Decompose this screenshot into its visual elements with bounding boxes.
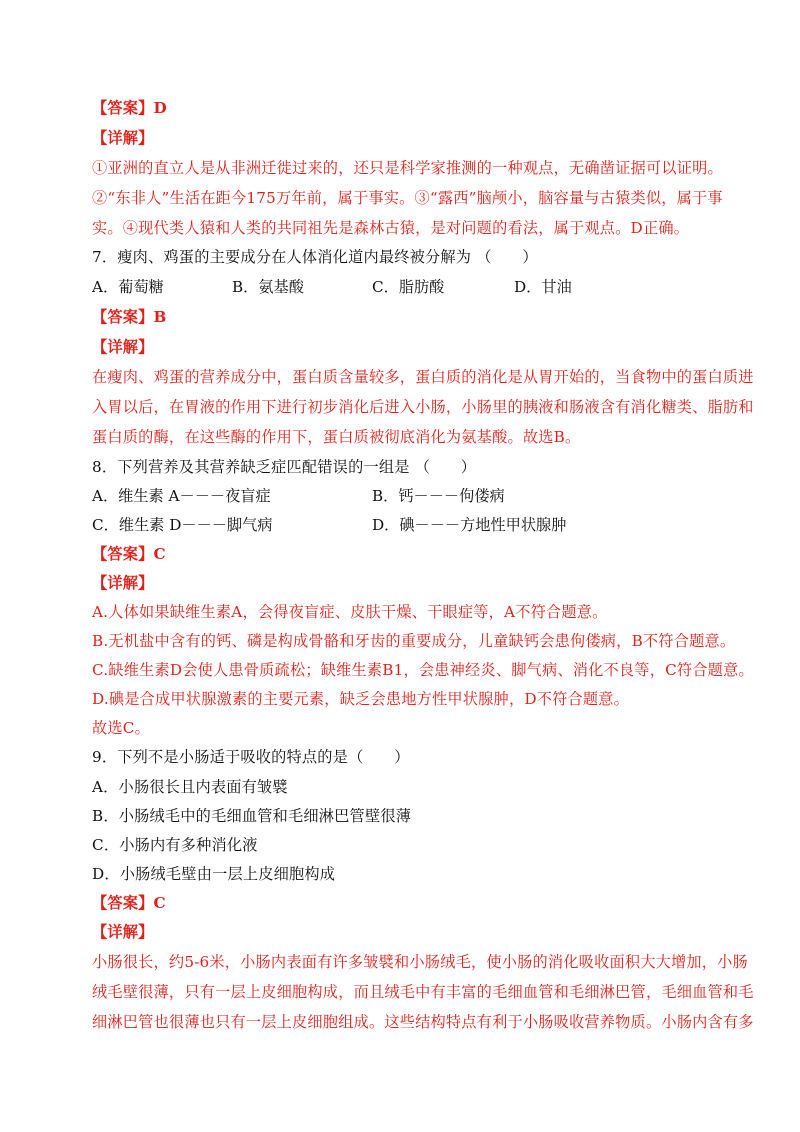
q8-option-b: B．钙－－－佝偻病 — [372, 487, 505, 505]
q9-option-d: D．小肠绒毛壁由一层上皮细胞构成 — [92, 865, 336, 883]
q7-question: 7．瘦肉、鸡蛋的主要成分在人体消化道内最终被分解为 （ ） — [92, 248, 538, 266]
q6-explanation-line: ①亚洲的直立人是从非洲迁徙过来的，还只是科学家推测的一种观点，无确凿证据可以证明。 — [92, 159, 723, 177]
q8-option-d: D．碘－－－方地性甲状腺肿 — [372, 516, 567, 534]
q6-detail-label: 【详解】 — [92, 129, 154, 147]
q9-explanation-line: 小肠很长，约5-6米，小肠内表面有许多皱襞和小肠绒毛，使小肠的消化吸收面积大大增加，小肠 — [92, 953, 748, 971]
q8-explanation-line: 故选C。 — [92, 719, 150, 737]
q7-answer: 【答案】B — [92, 308, 167, 326]
q8-explanation-line: D.碘是合成甲状腺激素的主要元素，缺乏会患地方性甲状腺肿，D不符合题意。 — [92, 690, 630, 708]
q8-question: 8．下列营养及其营养缺乏症匹配错误的一组是 （ ） — [92, 458, 477, 476]
q8-explanation-line: A.人体如果缺维生素A，会得夜盲症、皮肤干燥、干眼症等，A不符合题意。 — [92, 603, 608, 621]
q7-explanation-line: 入胃以后，在胃液的作用下进行初步消化后进入小肠，小肠里的胰液和肠液含有消化糖类、脂肪和 — [92, 398, 754, 416]
q7-explanation-line: 蛋白质的酶，在这些酶的作用下，蛋白质被彻底消化为氨基酸。故选B。 — [92, 428, 581, 446]
q9-option-c: C．小肠内有多种消化液 — [92, 836, 258, 854]
q7-option-b: B．氨基酸 — [232, 278, 304, 296]
q9-question: 9．下列不是小肠适于吸收的特点的是（ ） — [92, 748, 410, 766]
q9-option-b: B．小肠绒毛中的毛细血管和毛细淋巴管壁很薄 — [92, 807, 412, 825]
q6-explanation-line: ②“东非人”生活在距今175万年前，属于事实。③“露西”脑颅小，脑容量与古猿类似，属于事 — [92, 189, 723, 207]
q8-detail-label: 【详解】 — [92, 574, 154, 592]
q8-answer: 【答案】C — [92, 545, 166, 563]
q7-detail-label: 【详解】 — [92, 338, 154, 356]
q8-explanation-line: C.缺维生素D会使人患骨质疏松；缺维生素B1，会患神经炎、脚气病、消化不良等，C符合题意。 — [92, 661, 754, 679]
q8-option-c: C．维生素 D－－－脚气病 — [92, 516, 273, 534]
q6-answer: 【答案】D — [92, 99, 167, 117]
q9-answer: 【答案】C — [92, 894, 166, 912]
q9-option-a: A．小肠很长且内表面有皱襞 — [92, 778, 288, 796]
q6-explanation-line: 实。④现代类人猿和人类的共同祖先是森林古猿，是对问题的看法，属于观点。D正确。 — [92, 219, 690, 237]
q8-explanation-line: B.无机盐中含有的钙、磷是构成骨骼和牙齿的重要成分，儿童缺钙会患佝偻病，B不符合题意。 — [92, 632, 736, 650]
q9-explanation-line: 细淋巴管也很薄也只有一层上皮细胞组成。这些结构特点有利于小肠吸收营养物质。小肠内含有多 — [92, 1013, 754, 1031]
q7-explanation-line: 在瘦肉、鸡蛋的营养成分中，蛋白质含量较多，蛋白质的消化是从胃开始的，当食物中的蛋白质进 — [92, 368, 754, 386]
q7-option-c: C．脂肪酸 — [372, 278, 445, 296]
q7-option-a: A．葡萄糖 — [92, 278, 164, 296]
q9-detail-label: 【详解】 — [92, 923, 154, 941]
q9-explanation-line: 绒毛壁很薄，只有一层上皮细胞构成，而且绒毛中有丰富的毛细血管和毛细淋巴管，毛细血管和毛 — [92, 983, 754, 1001]
q8-option-a: A．维生素 A－－－夜盲症 — [92, 487, 271, 505]
q7-option-d: D．甘油 — [514, 278, 572, 296]
